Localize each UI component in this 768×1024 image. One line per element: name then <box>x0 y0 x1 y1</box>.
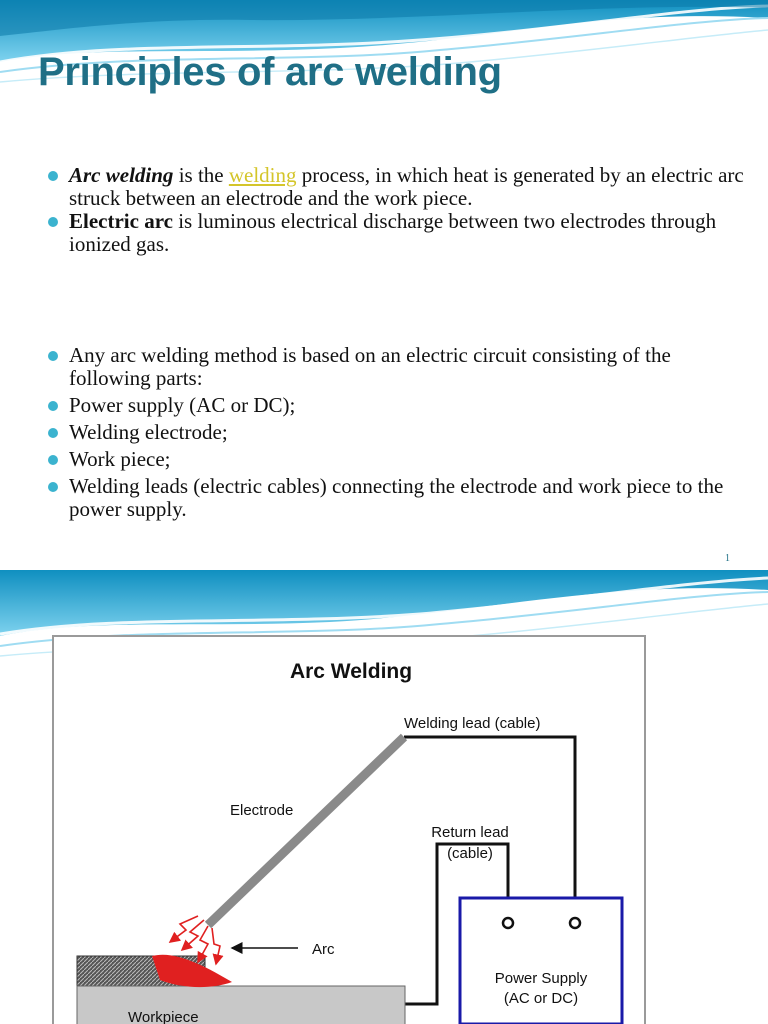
power-supply-label: Power Supply <box>494 970 588 987</box>
list-item: Welding electrode; <box>46 421 746 444</box>
list-item: Welding leads (electric cables) connecting the electrode and work piece to the power supply. <box>46 475 746 521</box>
arc-label: Arc <box>312 941 335 958</box>
term-arc-welding: Arc welding <box>69 163 174 187</box>
bullet-dot-icon <box>48 428 58 438</box>
terminal-icon <box>570 918 580 928</box>
list-item: Electric arc is luminous electrical discharge between two electrodes through ionized gas. <box>46 210 746 256</box>
slide-title: Principles of arc welding <box>38 50 502 94</box>
bullet-dot-icon <box>48 217 58 227</box>
bullet-dot-icon <box>48 171 58 181</box>
bullet-dot-icon <box>48 455 58 465</box>
list-item: Power supply (AC or DC); <box>46 394 746 417</box>
terminal-icon <box>503 918 513 928</box>
term-electric-arc: Electric arc <box>69 209 173 233</box>
diagram-title: Arc Welding <box>289 660 413 683</box>
list-item: Work piece; <box>46 448 746 471</box>
circuit-parts-bullets <box>46 344 746 521</box>
definition-bullets <box>46 164 746 256</box>
welding-link[interactable]: welding <box>228 163 297 187</box>
arc-welding-diagram <box>0 570 768 1024</box>
slide-2 <box>0 570 768 1024</box>
bullet-dot-icon <box>48 482 58 492</box>
return-lead-label: Return lead <box>431 824 509 841</box>
workpiece-label: Workpiece <box>128 1009 199 1024</box>
list-item: Arc welding is the welding process, in which heat is generated by an electric arc struck between an electrode and the work piece. <box>46 164 746 210</box>
power-supply-label-2: (AC or DC) <box>503 990 579 1007</box>
workpiece <box>77 986 405 1024</box>
bullet-dot-icon <box>48 351 58 361</box>
list-item: Any arc welding method is based on an electric circuit consisting of the following parts: <box>46 344 746 390</box>
welding-lead-label: Welding lead (cable) <box>404 715 541 732</box>
bullet-dot-icon <box>48 401 58 411</box>
return-lead-label-2: (cable) <box>447 845 493 862</box>
page-number: 1 <box>725 553 730 564</box>
electrode-label: Electrode <box>230 802 294 819</box>
